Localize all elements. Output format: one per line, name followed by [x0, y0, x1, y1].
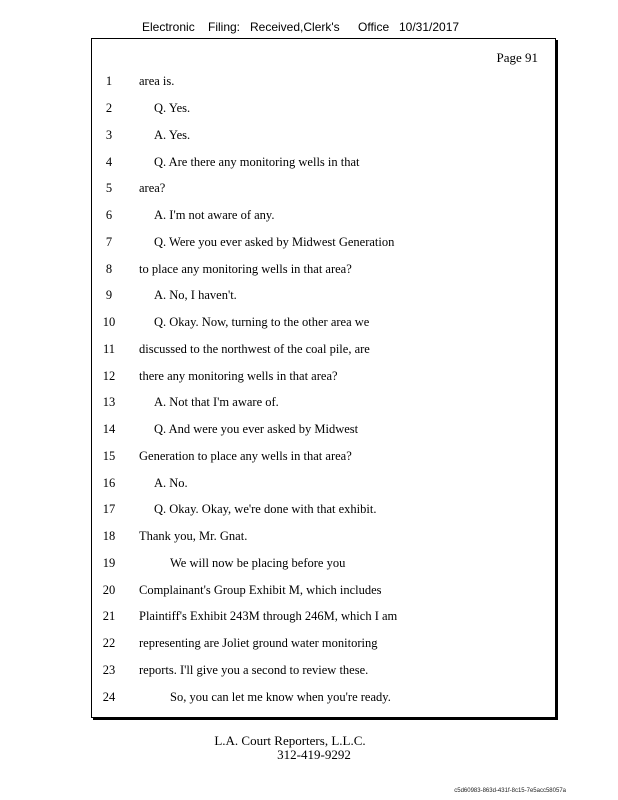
line-text: A. No. [154, 476, 188, 490]
line-number: 21 [102, 609, 116, 623]
transcript-line [92, 369, 555, 389]
line-text: A. I'm not aware of any. [154, 208, 275, 222]
filing-date: 10/31/2017 [399, 20, 460, 34]
transcript-line [92, 155, 555, 175]
transcript-line [92, 208, 555, 228]
line-text: We will now be placing before you [170, 556, 346, 570]
transcript-page [91, 38, 556, 718]
transcript-line [92, 502, 555, 522]
line-number: 9 [105, 288, 113, 302]
line-number: 8 [105, 262, 113, 276]
line-text: reports. I'll give you a second to review these. [139, 663, 369, 677]
transcript-line [92, 235, 555, 255]
line-number: 18 [102, 529, 116, 543]
transcript-line [92, 663, 555, 683]
line-text: there any monitoring wells in that area? [139, 369, 338, 383]
filing-stamp-header [142, 20, 562, 38]
transcript-line [92, 583, 555, 603]
document-id: c5d60983-863d-431f-8c15-7e5acc58057a [454, 788, 566, 794]
transcript-line [92, 529, 555, 549]
line-text: to place any monitoring wells in that area? [139, 262, 352, 276]
transcript-line [92, 74, 555, 94]
transcript-line [92, 395, 555, 415]
line-number: 23 [102, 663, 116, 677]
line-text: Complainant's Group Exhibit M, which includes [139, 583, 382, 597]
filing-filing: Filing: [208, 20, 241, 34]
line-text: Plaintiff's Exhibit 243M through 246M, which I am [139, 609, 398, 623]
transcript-line [92, 476, 555, 496]
transcript-line [92, 636, 555, 656]
line-number: 11 [102, 342, 116, 356]
line-text: A. Yes. [154, 128, 191, 142]
footer-company: L.A. Court Reporters, L.L.C. [214, 733, 366, 748]
line-text: discussed to the northwest of the coal pile, are [139, 342, 370, 356]
line-text: Q. Yes. [154, 101, 191, 115]
transcript-line [92, 181, 555, 201]
transcript-line [92, 101, 555, 121]
line-text: Q. Are there any monitoring wells in that [154, 155, 360, 169]
filing-received-clerks: Received,Clerk's [250, 20, 340, 34]
line-text: Generation to place any wells in that area? [139, 449, 352, 463]
transcript-line [92, 556, 555, 576]
line-number: 15 [102, 449, 116, 463]
line-text: representing are Joliet ground water monitoring [139, 636, 378, 650]
line-number: 7 [105, 235, 113, 249]
line-number: 5 [105, 181, 113, 195]
line-number: 4 [105, 155, 113, 169]
line-text: area? [139, 181, 166, 195]
line-number: 13 [102, 395, 116, 409]
transcript-line [92, 342, 555, 362]
transcript-line [92, 690, 555, 710]
line-number: 12 [102, 369, 116, 383]
line-number: 3 [105, 128, 113, 142]
transcript-line [92, 422, 555, 442]
transcript-line [92, 315, 555, 335]
line-text: Q. Okay. Okay, we're done with that exhibit. [154, 502, 377, 516]
transcript-line [92, 288, 555, 308]
transcript-line [92, 128, 555, 148]
line-number: 6 [105, 208, 113, 222]
line-number: 24 [102, 690, 116, 704]
line-number: 17 [102, 502, 116, 516]
footer-phone: 312-419-9292 [277, 747, 351, 762]
line-number: 16 [102, 476, 116, 490]
line-number: 2 [105, 101, 113, 115]
line-text: Q. And were you ever asked by Midwest [154, 422, 359, 436]
transcript-line [92, 609, 555, 629]
filing-electronic: Electronic [142, 20, 195, 34]
line-text: A. No, I haven't. [154, 288, 237, 302]
line-number: 19 [102, 556, 116, 570]
line-number: 10 [102, 315, 116, 329]
transcript-line [92, 262, 555, 282]
line-number: 22 [102, 636, 116, 650]
line-text: So, you can let me know when you're ready. [170, 690, 391, 704]
line-text: A. Not that I'm aware of. [154, 395, 279, 409]
line-text: area is. [139, 74, 175, 88]
line-text: Thank you, Mr. Gnat. [139, 529, 248, 543]
filing-office: Office [358, 20, 390, 34]
line-number: 20 [102, 583, 116, 597]
line-text: Q. Okay. Now, turning to the other area we [154, 315, 370, 329]
transcript-line [92, 449, 555, 469]
line-number: 14 [102, 422, 116, 436]
line-number: 1 [105, 74, 113, 88]
page-number: Page 91 [496, 50, 538, 65]
line-text: Q. Were you ever asked by Midwest Generation [154, 235, 395, 249]
